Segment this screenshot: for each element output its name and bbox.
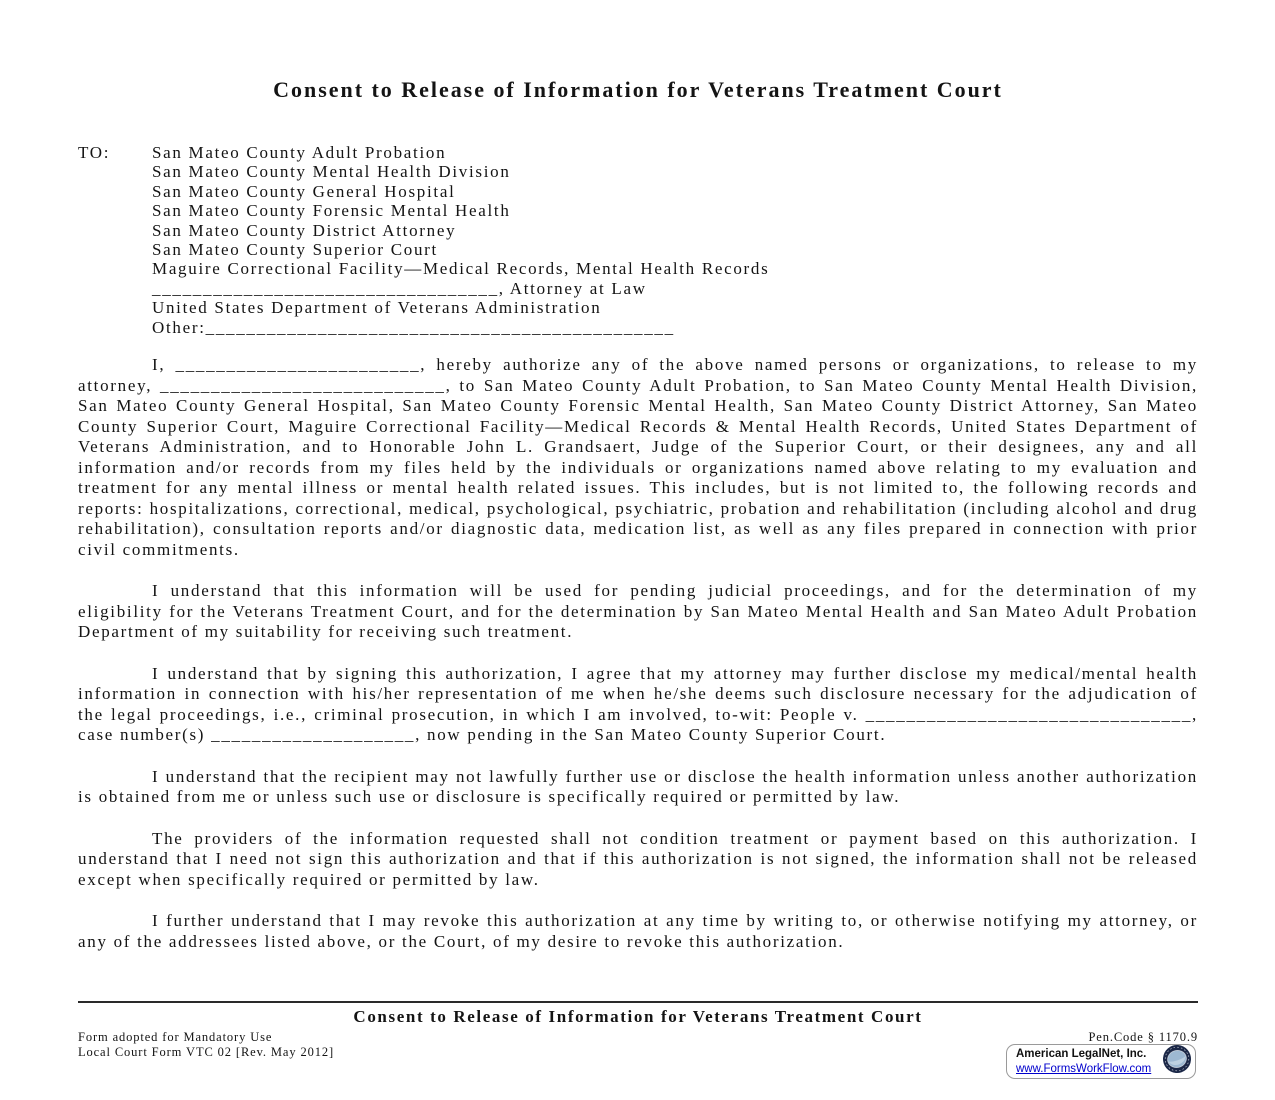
recipient-line-adult-probation: San Mateo County Adult Probation (152, 143, 447, 162)
legalnet-badge (1006, 1044, 1196, 1079)
recipient-line-other-blank: Other:______________________________________________ (152, 317, 675, 337)
recipient-line-attorney-at-law-blank: __________________________________, Attorney at Law (152, 278, 647, 298)
footer-divider (78, 1001, 1198, 1003)
recipient-block (78, 143, 1198, 337)
footer-form-title: Consent to Release of Information for Veterans Treatment Court (353, 1007, 923, 1026)
footer-code-reference: Pen.Code § 1170.9 (1088, 1030, 1198, 1044)
recipient-line-general-hospital: San Mateo County General Hospital (152, 181, 456, 201)
to-label: TO: (78, 143, 111, 162)
recipient-line-mental-health-division: San Mateo County Mental Health Division (152, 162, 511, 182)
legalnet-website-link[interactable]: www.FormsWorkFlow.com (1016, 1063, 1152, 1075)
paragraph-revocation: I further understand that I may revoke this authorization at any time by writing to, or otherwise notifying my attorney, or any of the addressees listed above, or the Court, of my desire to revoke this authorization. (78, 911, 1198, 951)
globe-icon (1162, 1044, 1192, 1079)
footer-adoption-block (78, 1030, 334, 1060)
recipient-list (152, 143, 1198, 337)
recipient-line-veterans-administration: United States Department of Veterans Administration (152, 298, 602, 318)
paragraph-authorization: I, ________________________, hereby authorize any of the above named persons or organizations, to release to my attorney, ____________________________, to San Mateo County Adult Probation, to San Mateo County Mental Health Division, San Mateo County General Hospital, San Mateo County Forensic Mental Health, San Mateo County District Attorney, San Mateo County Superior Court, Maguire Correctional Facility—Medical Records & Mental Health Records, United States Department of Veterans Administration, and to Honorable John L. Grandsaert, Judge of the Superior Court, or their designees, any and all information and/or records from my files held by the individuals or organizations named above relating to my evaluation and treatment for any mental illness or mental health related issues. This includes, but is not limited to, the following records and reports: hospitalizations, correctional, medical, psychological, psychiatric, probation and rehabilitation (including alcohol and drug rehabilitation), consultation reports and/or diagnostic data, medication list, as well as any files prepared in connection with prior civil commitments. (78, 355, 1198, 559)
paragraph-no-conditioning: The providers of the information requested shall not condition treatment or payment based on this authorization. I understand that I need not sign this authorization and that if this authorization is not signed, the information shall not be released except when specifically required or permitted by law. (78, 828, 1198, 889)
recipient-line-forensic-mental-health: San Mateo County Forensic Mental Health (152, 201, 511, 221)
recipient-line-superior-court: San Mateo County Superior Court (152, 240, 438, 260)
page-footer (78, 1001, 1198, 1075)
footer-form-number: Local Court Form VTC 02 [Rev. May 2012] (78, 1045, 334, 1059)
recipient-line-maguire-facility: Maguire Correctional Facility—Medical Records, Mental Health Records (152, 259, 770, 279)
footer-adoption-note: Form adopted for Mandatory Use (78, 1030, 273, 1044)
paragraph-redisclosure-limit: I understand that the recipient may not lawfully further use or disclose the health information unless another authorization is obtained from me or unless such use or disclosure is specifically required or permitted by law. (78, 766, 1198, 807)
legalnet-text-block (1016, 1047, 1151, 1076)
page-title: Consent to Release of Information for Veterans Treatment Court (273, 77, 1003, 102)
paragraph-attorney-disclosure: I understand that by signing this authorization, I agree that my attorney may further disclose my medical/mental health information in connection with his/her representation of me when he/she deems such disclosure necessary for the adjudication of the legal proceedings, i.e., criminal prosecution, in which I am involved, to-wit: People v. ________________________________, case number(s) ____________________, now pending in the San Mateo County Superior Court. (78, 663, 1198, 745)
recipient-line-district-attorney: San Mateo County District Attorney (152, 220, 457, 240)
paragraph-use-of-information: I understand that this information will be used for pending judicial proceedings, and for the determination of my eligibility for the Veterans Treatment Court, and for the determination by San Mateo Mental Health and San Mateo Adult Probation Department of my suitability for receiving such treatment. (78, 581, 1198, 642)
legalnet-company-name: American LegalNet, Inc. (1016, 1048, 1147, 1060)
